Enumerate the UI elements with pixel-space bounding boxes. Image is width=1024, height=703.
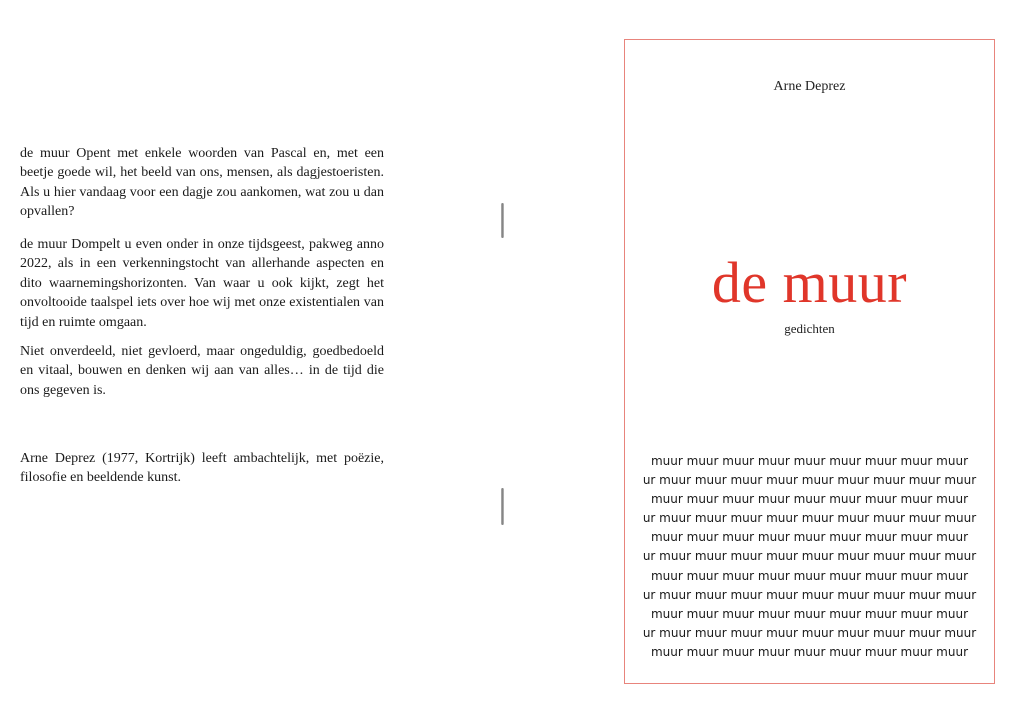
- blurb-paragraph-zeitgeist: de muur Dompelt u even onder in onze tijdsgeest, pakweg anno 2022, als in een verkenningstocht van allerhande aspecten en dito waarnemingshorizonten. Van waar u ook kijkt, zegt het onvoltooide taalspel iets over hoe wij met onze existentialen van tijd en ruimte omgaan.: [20, 237, 384, 330]
- word-wall-row: muur muur muur muur muur muur muur muur muur: [650, 644, 969, 659]
- word-wall-row: muur muur muur muur muur muur muur muur muur: [650, 606, 969, 621]
- word-wall-row: ur muur muur muur muur muur muur muur muur muur: [642, 473, 977, 488]
- word-wall-row: muur muur muur muur muur muur muur muur muur: [650, 492, 969, 507]
- word-wall-row: ur muur muur muur muur muur muur muur muur muur: [642, 549, 977, 564]
- back-cover: [0, 0, 510, 703]
- staple-top: [501, 203, 504, 238]
- blurb-paragraph-closing: Niet onverdeeld, niet gevloerd, maar ongeduldig, goedbedoeld en vitaal, bouwen en denken wij aan van alles… in de tijd die ons gegeven is.: [20, 344, 384, 398]
- author-name: Arne Deprez: [773, 79, 846, 94]
- book-subtitle: gedichten: [784, 321, 835, 336]
- word-wall-row: muur muur muur muur muur muur muur muur muur: [650, 454, 969, 468]
- front-cover: [624, 39, 995, 684]
- author-bio: Arne Deprez (1977, Kortrijk) leeft ambachtelijk, met poëzie, filosofie en beeldende kunst.: [20, 451, 384, 486]
- blurb-paragraph-intro: de muur Opent met enkele woorden van Pascal en, met een beetje goede wil, het beeld van ons, mensen, als dagjestoeristen. Als u hier vandaag voor een dagje zou aankomen, wat zou u dan opvallen?: [20, 146, 384, 220]
- book-title: de muur: [711, 250, 908, 315]
- staple-bottom: [501, 488, 504, 525]
- word-wall-row: ur muur muur muur muur muur muur muur muur muur: [642, 625, 977, 640]
- word-wall: [625, 452, 994, 662]
- word-wall-row: muur muur muur muur muur muur muur muur muur: [650, 568, 969, 583]
- word-wall-row: ur muur muur muur muur muur muur muur muur muur: [642, 587, 977, 602]
- word-wall-row: ur muur muur muur muur muur muur muur muur muur: [642, 511, 977, 526]
- word-wall-row: muur muur muur muur muur muur muur muur muur: [650, 530, 969, 545]
